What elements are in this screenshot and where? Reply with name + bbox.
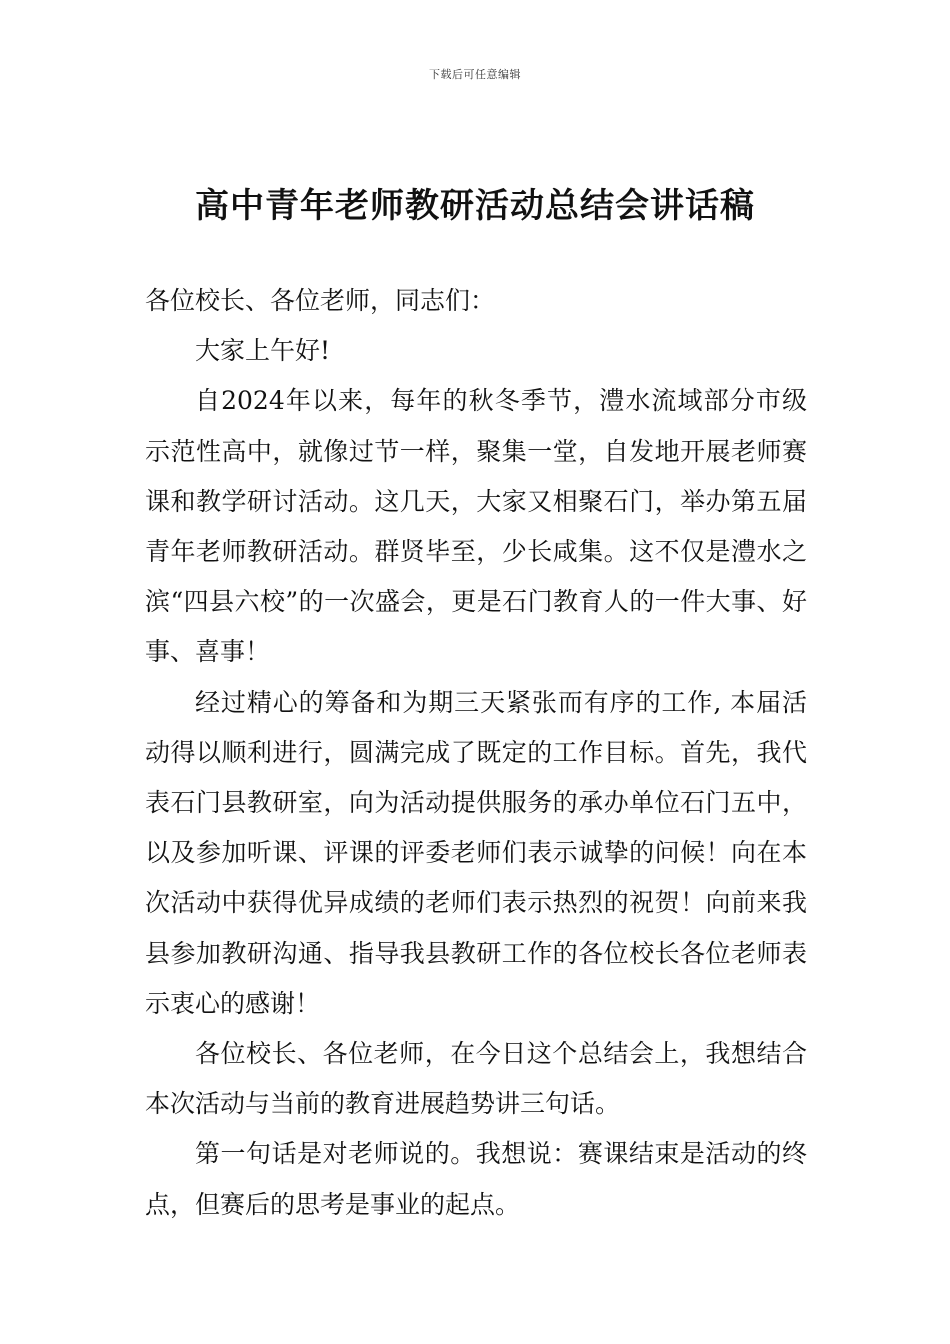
paragraph-three-points: 各位校长、各位老师，在今日这个总结会上，我想结合本次活动与当前的教育进展趋势讲三句话。 [145, 1039, 807, 1119]
salutation: 各位校长、各位老师，同志们： [145, 286, 496, 315]
paragraph-intro: 自2024年以来，每年的秋冬季节，澧水流域部分市级示范性高中，就像过节一样，聚集一堂，自发地开展老师赛课和教学研讨活动。这几天，大家又相聚石门，举办第五届青年老师教研活动。群贤毕至，少长咸集。这不仅是澧水之滨“四县六校”的一次盛会，更是石门教育人的一件大事、好事、喜事！ [145, 386, 807, 667]
document-title: 高中青年老师教研活动总结会讲话稿 [195, 186, 755, 226]
paragraph-first-point: 第一句话是对老师说的。我想说：赛课结束是活动的终点，但赛后的思考是事业的起点。 [145, 1139, 807, 1219]
header-note: 下载后可任意编辑 [429, 68, 521, 81]
paragraph-greeting: 大家上午好! [195, 336, 331, 366]
paragraph-thanks: 经过精心的筹备和为期三天紧张而有序的工作, 本届活动得以顺利进行，圆满完成了既定的工作目标。首先，我代表石门县教研室，向为活动提供服务的承办单位石门五中，以及参加听课、评课的评委老师们表示诚挚的问候！向在本次活动中获得优异成绩的老师们表示热烈的祝贺！向前来我县参加教研沟通、指导我县教研工作的各位校长各位老师表示衷心的感谢！ [145, 687, 807, 1018]
document-body [145, 276, 807, 1230]
